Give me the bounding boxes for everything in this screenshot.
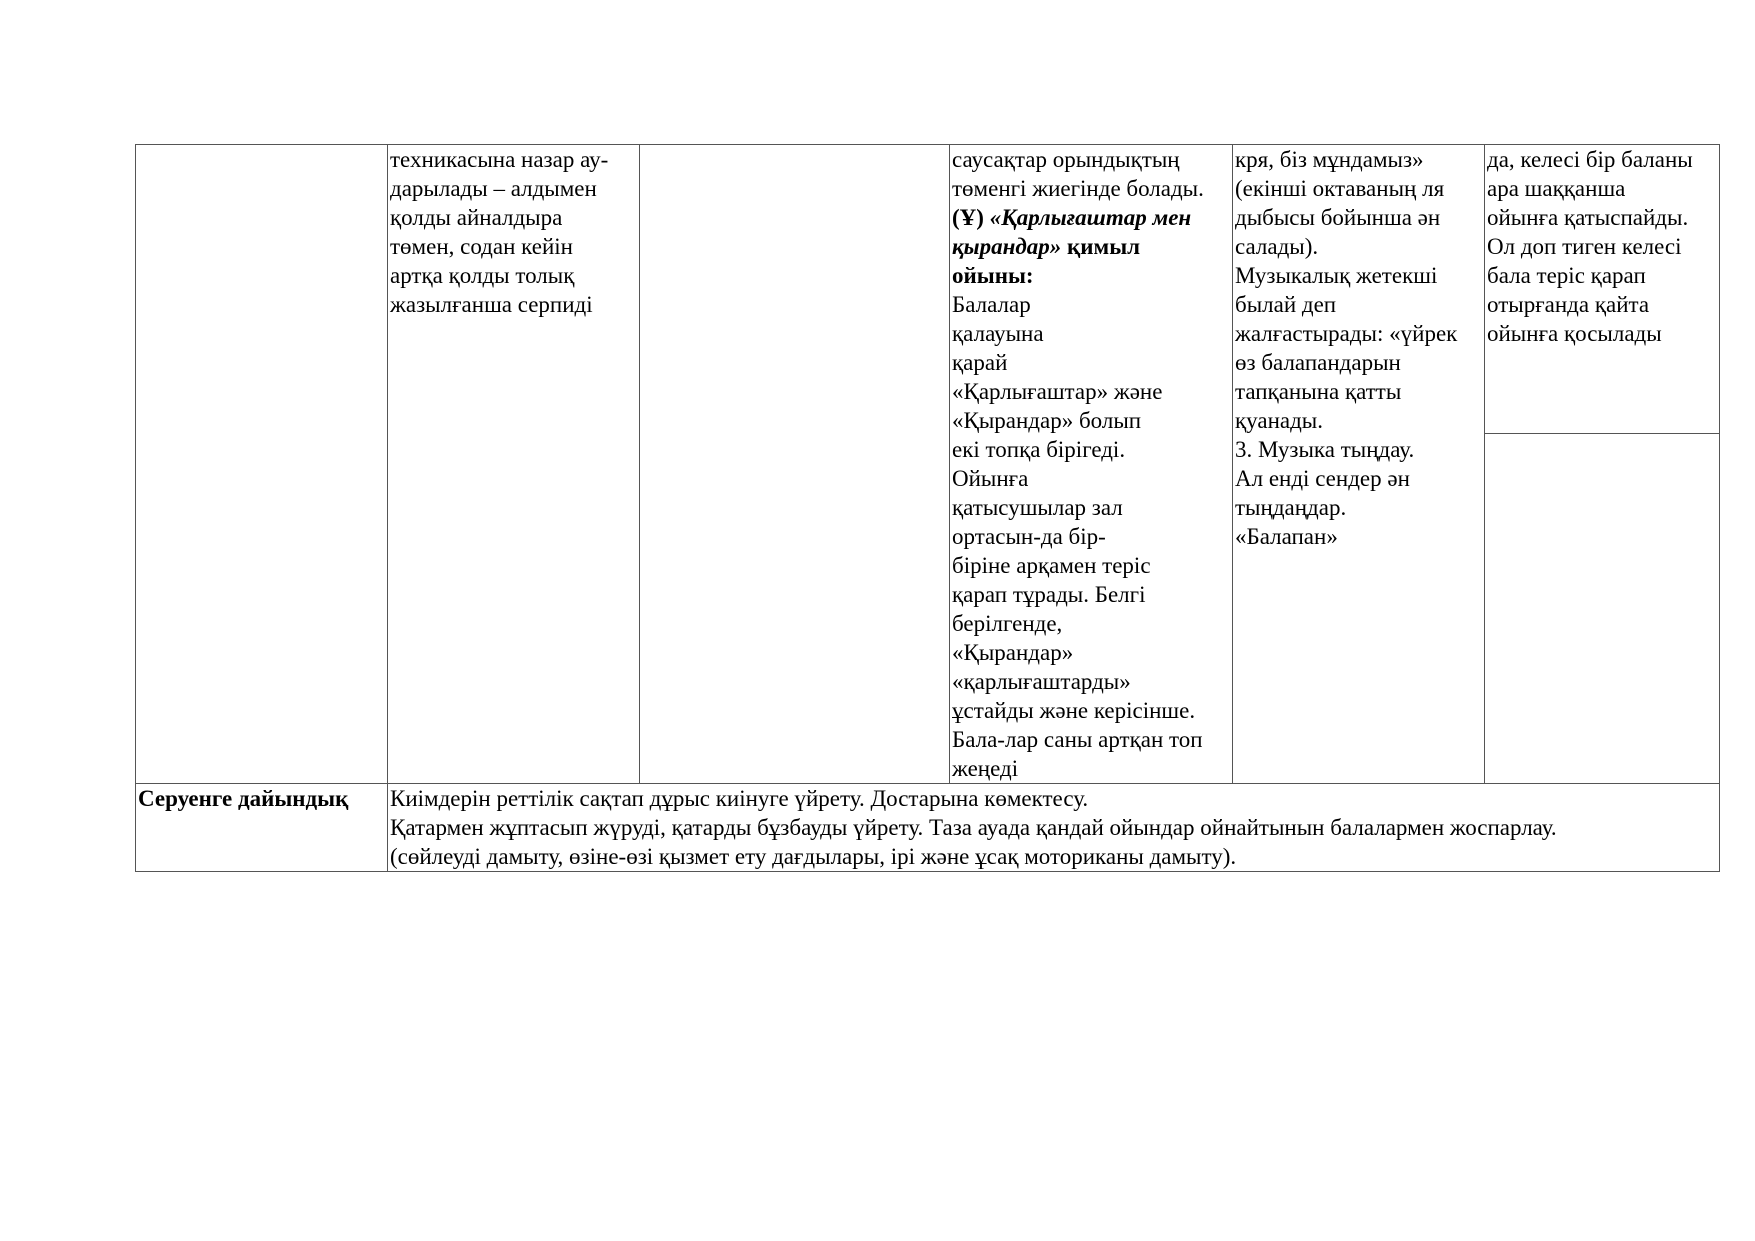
col4-line: жеңеді <box>952 756 1019 781</box>
col5-line: былай деп <box>1235 292 1337 317</box>
col5-line: дыбысы бойынша ән <box>1235 205 1441 230</box>
row1-col3-cell <box>640 145 950 784</box>
table-row <box>136 784 1720 872</box>
col6-line: ара шаққанша <box>1487 176 1626 201</box>
row1-col5-cell <box>1233 145 1485 784</box>
col5-line: тапқанына қатты <box>1235 379 1402 404</box>
col5-line: салады). <box>1235 234 1319 259</box>
cell-divider <box>1485 433 1720 434</box>
col4-line: қарай <box>952 350 1008 375</box>
game-suffix-b: ойыны: <box>952 263 1034 288</box>
row2-line: Қатармен жұптасып жүруді, қатарды бұзбауды үйрету. Таза ауада қандай ойындар ойнайтынын балалармен жоспарлау. <box>390 815 1557 840</box>
game-suffix-a: қимыл <box>1067 234 1141 259</box>
col6-line: Ол доп тиген келесі <box>1487 234 1682 259</box>
game-title-line <box>952 232 1230 261</box>
row-label: Серуенге дайындық <box>138 786 349 811</box>
col5-line: 3. Музыка тыңдау. <box>1235 437 1415 462</box>
row2-content-cell <box>388 784 1720 872</box>
col6-line: ойынға қосылады <box>1487 321 1662 346</box>
col6-text <box>1487 145 1717 433</box>
row1-col4-cell <box>950 145 1233 784</box>
col4-line: «Қырандар» <box>952 640 1074 665</box>
table-row <box>136 145 1720 784</box>
row1-col6-cell <box>1485 145 1720 784</box>
col6-inner <box>1487 145 1717 782</box>
game-title-a: «Қарлығаштар мен <box>989 205 1192 230</box>
row2-line: (сөйлеуді дамыту, өзіне-өзі қызмет ету дағдылары, ірі және ұсақ моториканы дамыту). <box>390 844 1237 869</box>
col4-line: төменгі жиегінде болады. <box>952 176 1204 201</box>
col5-line: Музыкалық жетекші <box>1235 263 1438 288</box>
game-title-b: қырандар» <box>952 234 1062 259</box>
col6-line: бала теріс қарап <box>1487 263 1646 288</box>
col4-line: Бала-лар саны артқан топ <box>952 727 1203 752</box>
col4-line: саусақтар орындықтың <box>952 147 1180 172</box>
plan-table <box>135 144 1720 872</box>
col4-line: біріне арқамен теріс <box>952 553 1151 578</box>
col4-line: берілгенде, <box>952 611 1063 636</box>
col2-line: қолды айналдыра <box>390 205 563 230</box>
col2-line: дарылады – алдымен <box>390 176 597 201</box>
col2-line: төмен, содан кейін <box>390 234 573 259</box>
col5-line: жалғастырады: «үйрек <box>1235 321 1458 346</box>
col5-line: қуанады. <box>1235 408 1324 433</box>
row1-col2-cell <box>388 145 640 784</box>
col2-line: артқа қолды толық <box>390 263 575 288</box>
col4-line: «Қарлығаштар» және <box>952 379 1163 404</box>
col4-line: қарап тұрады. Белгі <box>952 582 1146 607</box>
col4-line: қатысушылар зал <box>952 495 1123 520</box>
col6-line: отырғанда қайта <box>1487 292 1650 317</box>
col6-line: ойынға қатыспайды. <box>1487 205 1689 230</box>
col2-line: жазылғанша серпиді <box>390 292 593 317</box>
col5-line: өз балапандарын <box>1235 350 1401 375</box>
row2-line: Киімдерін реттілік сақтап дұрыс киінуге үйрету. Достарына көмектесу. <box>390 786 1089 811</box>
col4-line: қалауына <box>952 321 1044 346</box>
game-prefix: (Ұ) <box>952 205 984 230</box>
row1-col1-cell <box>136 145 388 784</box>
col2-line: техникасына назар ау- <box>390 147 609 172</box>
col4-line: Балалар <box>952 292 1031 317</box>
col4-line: «қарлығаштарды» <box>952 669 1131 694</box>
row2-label-cell <box>136 784 388 872</box>
col4-line: екі топқа бірігеді. <box>952 437 1126 462</box>
col4-line: «Қырандар» болып <box>952 408 1142 433</box>
col5-line: Ал енді сендер ән <box>1235 466 1410 491</box>
game-title-line <box>952 203 1230 232</box>
col5-line: кря, біз мұндамыз» <box>1235 147 1424 172</box>
col5-line: (екінші октаваның ля <box>1235 176 1445 201</box>
col4-line: ұстайды және керісінше. <box>952 698 1196 723</box>
col5-line: «Балапан» <box>1235 524 1338 549</box>
col6-line: да, келесі бір баланы <box>1487 147 1693 172</box>
col4-line: ортасын-да бір- <box>952 524 1106 549</box>
col5-line: тыңдаңдар. <box>1235 495 1347 520</box>
col4-line: Ойынға <box>952 466 1029 491</box>
